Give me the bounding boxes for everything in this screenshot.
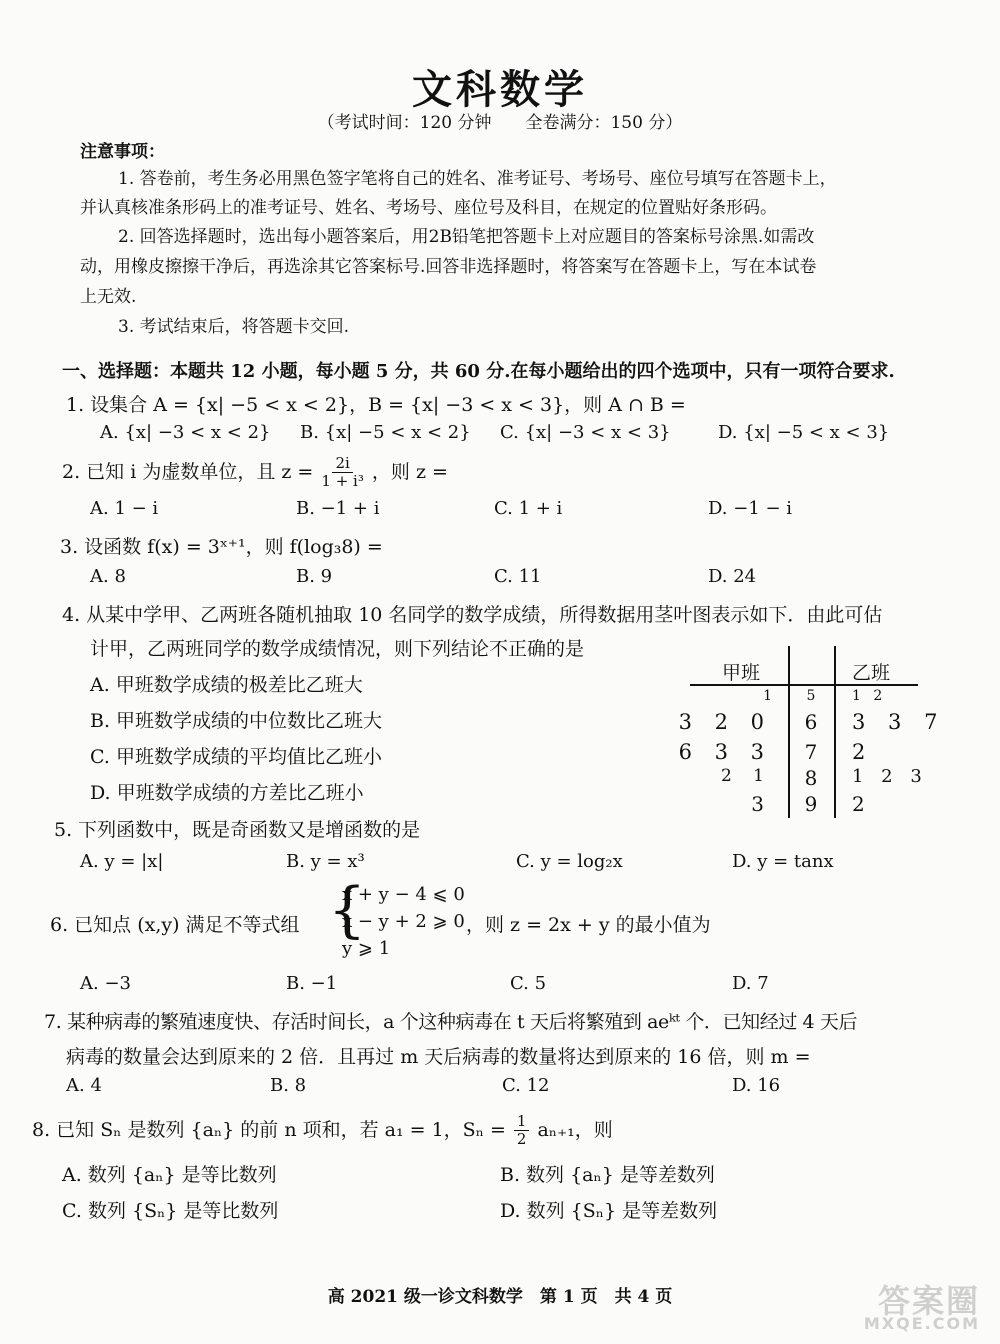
note-line: 并认真核准条形码上的准考证号、姓名、考场号、座位号及科目，在规定的位置贴好条形码。 <box>80 198 777 218</box>
brace-icon: { <box>328 875 367 945</box>
q7-option-d: D. 16 <box>732 1075 781 1096</box>
q6-option-b: B. −1 <box>286 973 338 994</box>
table-stem: 7 <box>804 740 818 764</box>
note-line: 上无效. <box>80 287 137 307</box>
table-divider-right <box>834 646 836 818</box>
q7-option-b: B. 8 <box>270 1075 307 1096</box>
watermark-url: MXQE.COM <box>863 1314 980 1333</box>
q2-option-d: D. −1 − i <box>708 498 793 519</box>
q3-option-c: C. 11 <box>494 566 542 587</box>
q8-frac-num: 1 <box>514 1113 530 1131</box>
q5-option-b: B. y = x³ <box>286 851 365 872</box>
watermark-text: 答案圈 <box>877 1282 980 1320</box>
q1-option-c: C. {x| −3 < x < 3} <box>500 422 671 443</box>
q3-option-d: D. 24 <box>708 566 757 587</box>
q4-option-d: D. 甲班数学成绩的方差比乙班小 <box>90 782 364 804</box>
q1-option-d: D. {x| −5 < x < 3} <box>718 422 890 443</box>
question-6-stem-post: ，则 z = 2x + y 的最小值为 <box>466 914 711 936</box>
question-2-stem <box>62 455 448 491</box>
table-rule <box>690 684 918 686</box>
table-right-leaves: 1 2 <box>852 688 887 704</box>
table-left-leaves: 3 2 0 <box>678 710 772 734</box>
q2-frac-num: 2i <box>332 455 352 473</box>
q3-option-b: B. 9 <box>296 566 333 587</box>
q5-option-a: A. y = |x| <box>80 851 164 872</box>
section-heading: 一、选择题：本题共 12 小题，每小题 5 分，共 60 分.在每小题给出的四个选项中，只有一项符合要求. <box>62 361 895 382</box>
q6-option-a: A. −3 <box>80 973 131 994</box>
q3-option-a: A. 8 <box>90 566 126 587</box>
exam-info: （考试时间：120 分钟 全卷满分：150 分） <box>317 113 683 133</box>
table-stem: 5 <box>806 688 816 704</box>
watermark-logo <box>838 1276 988 1336</box>
page-footer: 高 2021 级一诊文科数学 第 1 页 共 4 页 <box>327 1287 673 1307</box>
note-line: 1. 答卷前，考生务必用黑色签字笔将自己的姓名、准考证号、考场号、座位号填写在答题卡上， <box>118 169 837 189</box>
table-right-leaves: 2 <box>852 740 874 764</box>
q8-stem-post: aₙ₊₁，则 <box>537 1118 613 1141</box>
q2-option-a: A. 1 − i <box>90 498 159 519</box>
q8-stem-pre: 8. 已知 Sₙ 是数列 {aₙ} 的前 n 项和，若 a₁ = 1，Sₙ = <box>32 1118 506 1141</box>
q6-system-line: x + y − 4 ⩽ 0 <box>342 884 465 905</box>
q4-option-b: B. 甲班数学成绩的中位数比乙班大 <box>90 710 383 732</box>
page-title: 文科数学 <box>412 66 588 113</box>
q7-option-c: C. 12 <box>502 1075 550 1096</box>
note-line: 动，用橡皮擦擦干净后，再选涂其它答案标号.回答非选择题时，将答案写在答题卡上，写在本试卷 <box>80 257 817 277</box>
q8-option-d: D. 数列 {Sₙ} 是等差数列 <box>500 1200 718 1222</box>
q5-option-d: D. y = tanx <box>732 851 834 872</box>
q2-option-c: C. 1 + i <box>494 498 563 519</box>
question-7-stem-cont: 病毒的数量会达到原来的 2 倍．且再过 m 天后病毒的数量将达到原来的 16 倍，则 m = <box>66 1046 811 1068</box>
q8-option-b: B. 数列 {aₙ} 是等差数列 <box>500 1164 715 1186</box>
question-4-stem: 4. 从某中学甲、乙两班各随机抽取 10 名同学的数学成绩，所得数据用茎叶图表示如下．由此可估 <box>62 604 883 626</box>
q8-option-c: C. 数列 {Sₙ} 是等比数列 <box>62 1200 279 1222</box>
q1-option-a: A. {x| −3 < x < 2} <box>100 422 271 443</box>
q2-stem-pre: 2. 已知 i 为虚数单位，且 z = <box>62 460 314 483</box>
question-5-stem: 5. 下列函数中，既是奇函数又是增函数的是 <box>54 819 421 841</box>
q2-frac-den: 1 + i³ <box>321 472 364 491</box>
question-3-stem: 3. 设函数 f(x) = 3ˣ⁺¹，则 f(log₃8) = <box>60 536 383 558</box>
q6-option-d: D. 7 <box>732 973 769 994</box>
note-line: 3. 考试结束后，将答题卡交回. <box>118 317 350 337</box>
table-right-leaves: 1 2 3 <box>852 766 928 787</box>
question-6-stem-pre: 6. 已知点 (x,y) 满足不等式组 <box>50 914 300 936</box>
q4-option-a: A. 甲班数学成绩的极差比乙班大 <box>90 674 363 696</box>
table-left-leaves: 3 <box>751 792 772 816</box>
q6-system-line: x − y + 2 ⩾ 0 <box>342 911 465 932</box>
table-left-leaves: 6 3 3 <box>678 740 772 764</box>
table-header-right: 乙班 <box>852 662 891 684</box>
q4-option-c: C. 甲班数学成绩的平均值比乙班小 <box>90 746 382 768</box>
q8-fraction <box>514 1113 530 1149</box>
q2-option-b: B. −1 + i <box>296 498 380 519</box>
q7-option-a: A. 4 <box>66 1075 102 1096</box>
note-line: 2. 回答选择题时，选出每小题答案后，用2B铅笔把答题卡上对应题目的答案标号涂黑.如需改 <box>118 227 815 247</box>
question-1-stem: 1. 设集合 A = {x| −5 < x < 2}，B = {x| −3 < x < 3}，则 A ∩ B = <box>66 394 686 416</box>
question-8-stem <box>32 1113 613 1149</box>
table-right-leaves: 2 <box>852 792 865 816</box>
table-divider-left <box>788 646 790 818</box>
table-header-left: 甲班 <box>722 662 761 684</box>
q6-system-line: y ⩾ 1 <box>342 938 391 959</box>
notes-heading: 注意事项： <box>80 142 165 162</box>
q2-stem-post: ，则 z = <box>371 460 448 483</box>
q8-option-a: A. 数列 {aₙ} 是等比数列 <box>62 1164 277 1186</box>
q1-option-b: B. {x| −5 < x < 2} <box>300 422 471 443</box>
table-right-leaves: 3 3 7 <box>852 710 946 734</box>
q8-frac-den: 2 <box>516 1130 527 1149</box>
table-left-leaves: 1 <box>763 688 772 704</box>
table-stem: 8 <box>804 766 818 790</box>
q5-option-c: C. y = log₂x <box>516 851 623 872</box>
question-7-stem: 7. 某种病毒的繁殖速度快、存活时间长，a 个这种病毒在 t 天后将繁殖到 aeᵏᵗ 个．已知经过 4 天后 <box>44 1011 858 1033</box>
table-stem: 9 <box>804 792 818 816</box>
q6-option-c: C. 5 <box>510 973 547 994</box>
table-left-leaves: 2 1 <box>720 766 772 786</box>
question-4-stem-cont: 计甲，乙两班同学的数学成绩情况，则下列结论不正确的是 <box>90 638 585 660</box>
table-stem: 6 <box>804 710 818 734</box>
q2-fraction <box>321 455 363 491</box>
